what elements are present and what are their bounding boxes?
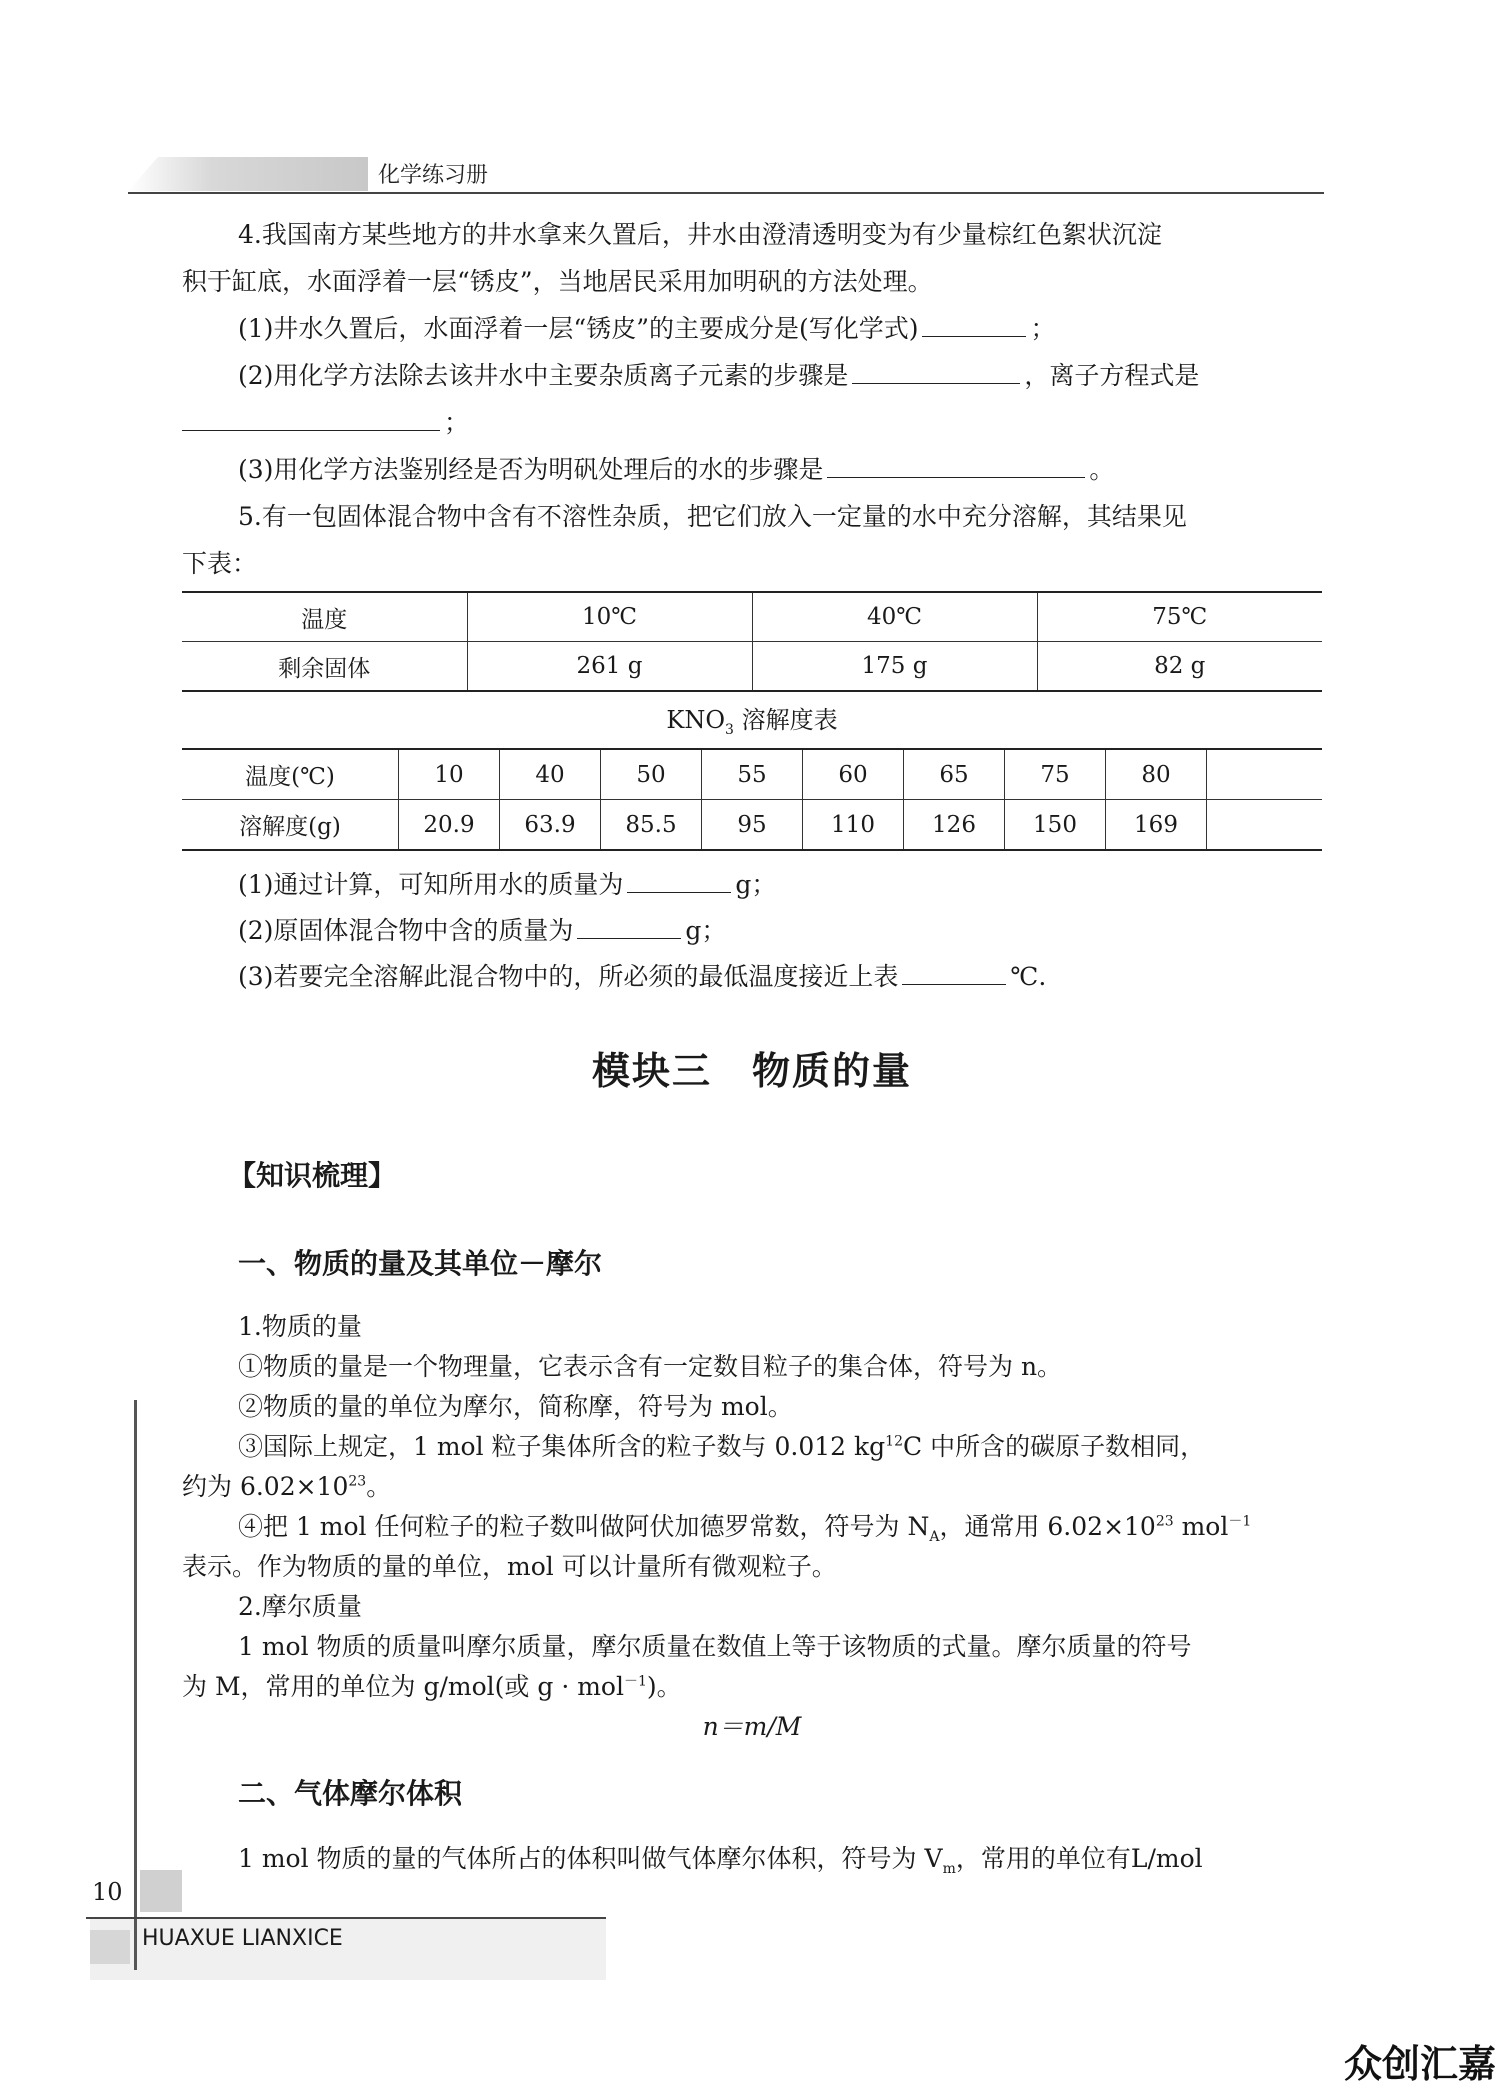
table-cell: 82 g: [1037, 642, 1322, 692]
solubility-table: [182, 748, 1322, 851]
para-m1: 1 mol 物质的质量叫摩尔质量，摩尔质量在数值上等于该物质的式量。摩尔质量的符号: [238, 1632, 1192, 1661]
q4-line2: 积于缸底，水面浮着一层“锈皮”，当地居民采用加明矾的方法处理。: [182, 267, 933, 296]
table-cell: 126: [904, 800, 1005, 851]
q4-sub2-cont: ；: [182, 400, 1322, 446]
q4-line1: 4.我国南方某些地方的井水拿来久置后，井水由澄清透明变为有少量棕红色絮状沉淀: [238, 220, 1162, 249]
table-cell: 75℃: [1037, 592, 1322, 642]
table-cell: [1207, 800, 1323, 851]
footer-vertical-rule: [134, 1400, 137, 1970]
answer-blank[interactable]: [577, 914, 681, 939]
q4-sub1: (1)井水久置后，水面浮着一层“锈皮”的主要成分是(写化学式) ；: [238, 314, 1056, 343]
table-row: [182, 642, 1322, 692]
page-number: 10: [92, 1878, 123, 1906]
table-cell: 85.5: [601, 800, 702, 851]
para-c4: ④把 1 mol 任何粒子的粒子数叫做阿伏加德罗常数，符号为 $N_A$，通常用 $6.02\times 10^{23}$ mol$^{-1}$: [238, 1512, 1252, 1545]
table-cell: 55: [702, 749, 803, 800]
answer-blank[interactable]: [902, 960, 1006, 985]
module-title: 模块三 物质的量: [591, 1049, 912, 1093]
table-cell: 175 g: [752, 642, 1037, 692]
q4-sub2: (2)用化学方法除去该井水中主要杂质离子元素的步骤是 ，离子方程式是: [238, 361, 1200, 390]
table-cell: 溶解度(g): [239, 814, 341, 840]
answer-blank[interactable]: [827, 453, 1085, 478]
answer-blank[interactable]: [182, 406, 440, 431]
para-c4-cont: 表示。作为物质的量的单位，mol 可以计量所有微观粒子。: [182, 1552, 837, 1581]
q5-line2: 下表：: [182, 549, 258, 578]
footer-decoration: [90, 1930, 130, 1964]
table-row: [182, 592, 1322, 642]
answer-blank[interactable]: [852, 359, 1020, 384]
para-c1: ①物质的量是一个物理量，它表示含有一定数目粒子的集合体，符号为 n。: [238, 1352, 1063, 1381]
formula: n＝m/M: [702, 1712, 802, 1741]
table-cell: 169: [1106, 800, 1207, 851]
para-g1: 1 mol 物质的量的气体所占的体积叫做气体摩尔体积，符号为 $V_m$，常用的单位有L/mol: [238, 1844, 1203, 1877]
header-rule: [128, 192, 1324, 194]
q4-sub3: (3)用化学方法鉴别经是否为明矾处理后的水的步骤是 。: [238, 455, 1115, 484]
table-cell: [1207, 749, 1323, 800]
footer-decoration: [140, 1870, 182, 1912]
para-1: 1.物质的量: [238, 1312, 362, 1341]
table-cell: 20.9: [399, 800, 500, 851]
table-row: [182, 800, 1322, 851]
table-cell: 10: [399, 749, 500, 800]
header-title: 化学练习册: [378, 163, 489, 188]
table-cell: 40: [500, 749, 601, 800]
q5-sub3: (3)若要完全溶解此混合物中的，所必须的最低温度接近上表 ℃.: [238, 962, 1047, 991]
footer-rule: [86, 1917, 606, 1919]
table-cell: 剩余固体: [278, 655, 371, 682]
table-cell: 75: [1005, 749, 1106, 800]
table-cell: 温度(℃): [245, 764, 335, 790]
para-c2: ②物质的量的单位为摩尔，简称摩，符号为 mol。: [238, 1392, 793, 1421]
answer-blank[interactable]: [627, 868, 731, 893]
section-heading-1: 一、物质的量及其单位－摩尔: [238, 1247, 603, 1280]
table-cell: 40℃: [752, 592, 1037, 642]
table-cell: 110: [803, 800, 904, 851]
table-row: [182, 749, 1322, 800]
table-cell: 65: [904, 749, 1005, 800]
table-caption: $KNO_3$ 溶解度表: [666, 706, 838, 738]
table-cell: 150: [1005, 800, 1106, 851]
table-cell: 80: [1106, 749, 1207, 800]
q5-sub1: (1)通过计算，可知所用水的质量为 g；: [238, 870, 777, 899]
para-c3: ③国际上规定，1 mol 粒子集体所含的粒子数与 0.012 $kg^{12}C$ 中所含的碳原子数相同，: [238, 1432, 1206, 1461]
table-cell: 10℃: [467, 592, 752, 642]
q5-sub2: (2)原固体混合物中含的质量为 g；: [238, 916, 727, 945]
footer-label: HUAXUE LIANXICE: [142, 1926, 343, 1951]
table-cell: 60: [803, 749, 904, 800]
table-cell: 95: [702, 800, 803, 851]
header-decoration: [128, 157, 368, 191]
answer-blank[interactable]: [922, 312, 1026, 337]
table-cell: 63.9: [500, 800, 601, 851]
para-m2: 为 M，常用的单位为 g/mol(或 g · mol$^{-1}$)。: [182, 1672, 682, 1701]
para-2: 2.摩尔质量: [238, 1592, 362, 1621]
watermark: 众创汇嘉: [1343, 2042, 1496, 2086]
para-c3-cont: 约为 $6.02\times 10^{23}$。: [182, 1472, 392, 1501]
section-tag: 【知识梳理】: [228, 1159, 397, 1192]
section-heading-2: 二、气体摩尔体积: [238, 1777, 463, 1810]
table-cell: 261 g: [467, 642, 752, 692]
q5-line1: 5.有一包固体混合物中含有不溶性杂质，把它们放入一定量的水中充分溶解，其结果见: [238, 502, 1187, 531]
table-cell: 50: [601, 749, 702, 800]
table-cell: 温度: [301, 606, 348, 633]
residue-table: [182, 591, 1322, 692]
